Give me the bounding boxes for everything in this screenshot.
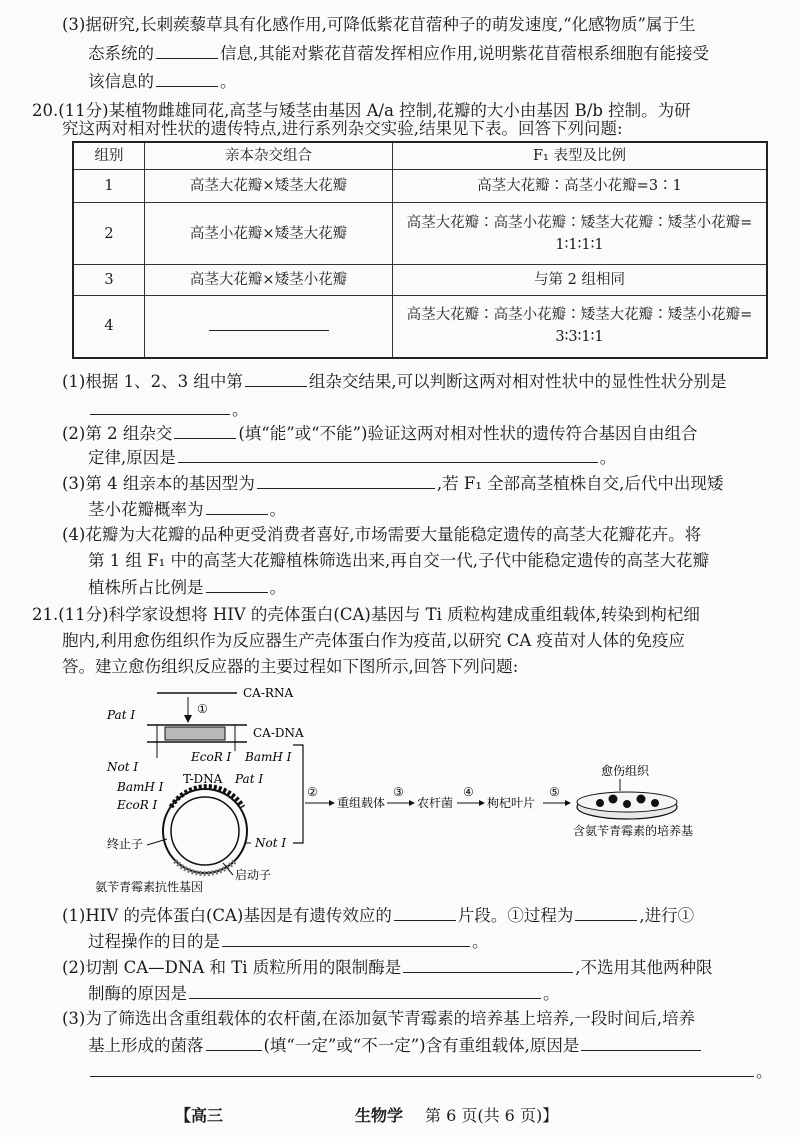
q20-text: 。 (269, 578, 286, 597)
q20-p4-line2: 第 1 组 F₁ 中的高茎大花瓣植株筛选出来,再自交一代,子代中能稳定遗传的高茎大花瓣 (88, 551, 710, 570)
answer-blank[interactable] (245, 370, 307, 387)
q21-p1-line2 (88, 930, 489, 953)
callus-colony (623, 800, 631, 808)
step-3: ③ (393, 785, 404, 799)
q20-p1-line1 (62, 370, 727, 393)
label-pat1-top: Pat I (107, 708, 136, 722)
q20-intro: (11分)某植物雌雄同花,高茎与矮茎由基因 A/a 控制,花瓣的大小由基因 B/b 控制。为研 (58, 101, 691, 120)
q19-3-line2 (88, 42, 709, 65)
join-bracket (293, 745, 303, 843)
callus-colony (651, 799, 659, 807)
f1-cell (393, 170, 768, 202)
q21-text: 。 (543, 984, 560, 1003)
label-not1-left: Not I (107, 760, 139, 774)
q21-intro-line2: 胞内,利用愈伤组织作为反应器生产壳体蛋白作为疫苗,以研究 CA 疫苗对人体的免疫应 (62, 631, 686, 650)
q20-text: 。 (269, 500, 286, 519)
vector-construction-diagram (95, 683, 705, 893)
answer-blank[interactable] (209, 314, 329, 331)
label-terminator: 终止子 (107, 837, 144, 851)
answer-blank[interactable] (575, 904, 637, 921)
q21-text: 制酶的原因是 (88, 984, 187, 1003)
q20-text: (填“能”或“不能”)验证这两对相对性状的遗传符合基因自由组合 (238, 424, 698, 443)
q21-text: 。 (472, 932, 489, 951)
q20-text: 组杂交结果,可以判断这两对相对性状中的显性性状分别是 (308, 372, 727, 391)
q21-p3-line1: (3)为了筛选出含重组载体的农杆菌,在添加氨苄青霉素的培养基上培养,一段时间后,培养 (62, 1009, 696, 1028)
answer-blank[interactable] (403, 956, 573, 973)
q21-intro: (11分)科学家设想将 HIV 的壳体蛋白(CA)基因与 Ti 质粒构建成重组载体,转染到枸杞细 (58, 605, 700, 624)
f1-text: 高茎大花瓣∶高茎小花瓣∶矮茎大花瓣∶矮茎小花瓣= (406, 307, 753, 324)
answer-blank[interactable] (178, 446, 598, 463)
group-cell: 1 (73, 170, 145, 202)
q20-text: 。 (232, 400, 249, 419)
f1-cell (393, 265, 768, 295)
label-promoter: 启动子 (235, 868, 272, 882)
answer-blank[interactable] (257, 472, 435, 489)
label-ecor1-top: EcoR I (191, 750, 232, 764)
label-not1-plasmid: Not I (255, 836, 287, 850)
q20-p3-line2 (88, 498, 286, 521)
table-header: 亲本杂交组合 (145, 142, 393, 170)
q21-p2-line2 (88, 982, 560, 1005)
callus-colony (609, 795, 618, 804)
arrow-head-icon (479, 800, 485, 806)
answer-blank[interactable] (581, 1034, 701, 1051)
f1-cell (393, 202, 768, 265)
question-number: 20. (32, 101, 59, 120)
q20-p4-line1: (4)花瓣为大花瓣的品种更受消费者喜好,市场需要大量能稳定遗传的高茎大花瓣花卉。将 (62, 525, 702, 544)
arrow-head-icon (409, 800, 415, 806)
table-row (73, 170, 767, 202)
q21-text: (填“一定”或“不一定”)含有重组载体,原因是 (263, 1036, 580, 1055)
answer-blank[interactable] (222, 930, 470, 947)
label-leaf: 枸杞叶片 (487, 796, 536, 810)
q19-3-text: 。 (220, 72, 237, 91)
q21-p2-line1 (62, 956, 713, 979)
cross-table (72, 141, 768, 359)
label-t-dna: T-DNA (183, 772, 223, 786)
q21-p3-line3 (88, 1060, 773, 1083)
label-pat1-plasmid: Pat I (235, 772, 264, 786)
ca-gene-box (165, 727, 225, 740)
q20-p2-line1 (62, 422, 698, 445)
q21-text: (1)HIV 的壳体蛋白(CA)基因是有遗传效应的 (62, 906, 392, 925)
q20-p2-line2 (88, 446, 616, 469)
question-number: 21. (32, 605, 59, 624)
footer-subject: 生物学 (355, 1106, 404, 1125)
f1-ratio: 1∶1∶1∶1 (555, 236, 604, 253)
step-1: ① (197, 702, 208, 716)
cross-cell-blank[interactable] (145, 295, 393, 358)
q21-intro-line1 (32, 604, 700, 626)
answer-blank[interactable] (206, 1034, 262, 1051)
answer-blank[interactable] (90, 1060, 754, 1077)
f1-ratio: 3∶3∶1∶1 (555, 329, 604, 346)
answer-blank[interactable] (189, 982, 541, 999)
table-header: 组别 (73, 142, 145, 170)
answer-blank[interactable] (174, 422, 236, 439)
footer-grade: 【高三 (175, 1106, 224, 1125)
q21-text: 片段。①过程为 (457, 906, 574, 925)
q20-intro-line2: 究这两对相对性状的遗传特点,进行系列杂交实验,结果见下表。回答下列问题: (62, 119, 623, 138)
table-row (73, 265, 767, 295)
q21-p3-line2 (88, 1034, 703, 1057)
f1-text: 与第 2 组相同 (534, 272, 625, 289)
answer-blank[interactable] (206, 498, 268, 515)
callus-colony (637, 795, 646, 804)
label-medium: 含氨苄青霉素的培养基 (573, 824, 694, 838)
q20-text: 植株所占比例是 (88, 578, 204, 597)
q19-3-text: 该信息的 (88, 72, 154, 91)
footer-page: 第 6 页(共 6 页)】 (425, 1106, 559, 1125)
q20-text: 茎小花瓣概率为 (88, 500, 204, 519)
q21-intro-line3: 答。建立愈伤组织反应器的主要过程如下图所示,回答下列问题: (62, 657, 519, 676)
f1-text: 高茎大花瓣∶高茎小花瓣∶矮茎大花瓣∶矮茎小花瓣= (406, 214, 753, 231)
label-bamh1-top: BamH I (245, 750, 292, 764)
label-resistance-gene: 氨苄青霉素抗性基因 (95, 880, 204, 893)
answer-blank[interactable] (156, 42, 218, 59)
q21-text: 。 (756, 1062, 773, 1081)
step-4: ④ (463, 785, 474, 799)
arrow-head-icon (184, 715, 192, 723)
q20-text: 。 (599, 448, 617, 467)
cross-cell: 高茎大花瓣×矮茎大花瓣 (145, 170, 393, 202)
f1-text: 高茎大花瓣∶高茎小花瓣=3∶1 (477, 177, 682, 194)
callus-colony (596, 799, 604, 807)
group-cell: 2 (73, 202, 145, 265)
arrow-head-icon (329, 800, 335, 806)
group-cell: 3 (73, 265, 145, 295)
answer-blank[interactable] (206, 576, 268, 593)
label-recombinant: 重组载体 (337, 796, 386, 810)
step-2: ② (307, 785, 318, 799)
cross-cell: 高茎小花瓣×矮茎大花瓣 (145, 202, 393, 265)
q21-text: 基上形成的菌落 (88, 1036, 204, 1055)
label-callus: 愈伤组织 (601, 764, 650, 778)
q19-3-text: 信息,其能对紫花苜蓿发挥相应作用,说明紫花苜蓿根系细胞有能接受 (220, 44, 709, 63)
table-row (73, 295, 767, 358)
q20-p3-line1 (62, 472, 723, 495)
q20-p1-line2 (88, 398, 249, 421)
table-header: F₁ 表型及比例 (393, 142, 768, 170)
label-ecor1-plasmid: EcoR I (117, 798, 158, 812)
answer-blank[interactable] (394, 904, 456, 921)
q20-text: (1)根据 1、2、3 组中第 (62, 372, 243, 391)
q21-text: (2)切割 CA—DNA 和 Ti 质粒所用的限制酶是 (62, 958, 402, 977)
step-5: ⑤ (549, 785, 560, 799)
q21-p1-line1 (62, 904, 694, 927)
q20-text: (2)第 2 组杂交 (62, 424, 173, 443)
ti-plasmid-inner (171, 797, 239, 865)
q19-3-line1: (3)据研究,长刺蒺藜草具有化感作用,可降低紫花苜蓿种子的萌发速度,“化感物质”属于生 (62, 15, 696, 34)
label-bamh1-plasmid: BamH I (117, 780, 164, 794)
cross-cell: 高茎大花瓣×矮茎小花瓣 (145, 265, 393, 295)
answer-blank[interactable] (156, 70, 218, 87)
group-cell: 4 (73, 295, 145, 358)
q21-text: ,不选用其他两种限 (575, 958, 713, 977)
q19-3-text: 态系统的 (88, 44, 154, 63)
q20-text: 定律,原因是 (88, 448, 176, 467)
q21-text: ,进行① (639, 906, 695, 925)
q20-p4-line3 (88, 576, 286, 599)
q19-3-line3 (88, 70, 237, 93)
answer-blank[interactable] (90, 398, 230, 415)
q20-text: ,若 F₁ 全部高茎植株自交,后代中出现矮 (436, 474, 724, 493)
q20-text: (3)第 4 组亲本的基因型为 (62, 474, 255, 493)
arrow-head-icon (565, 800, 571, 806)
q21-text: 过程操作的目的是 (88, 932, 220, 951)
table-row (73, 202, 767, 265)
f1-cell (393, 295, 768, 358)
label-ca-rna: CA-RNA (243, 686, 294, 700)
label-ca-dna: CA-DNA (253, 726, 304, 740)
label-agrobacterium: 农杆菌 (417, 796, 454, 810)
